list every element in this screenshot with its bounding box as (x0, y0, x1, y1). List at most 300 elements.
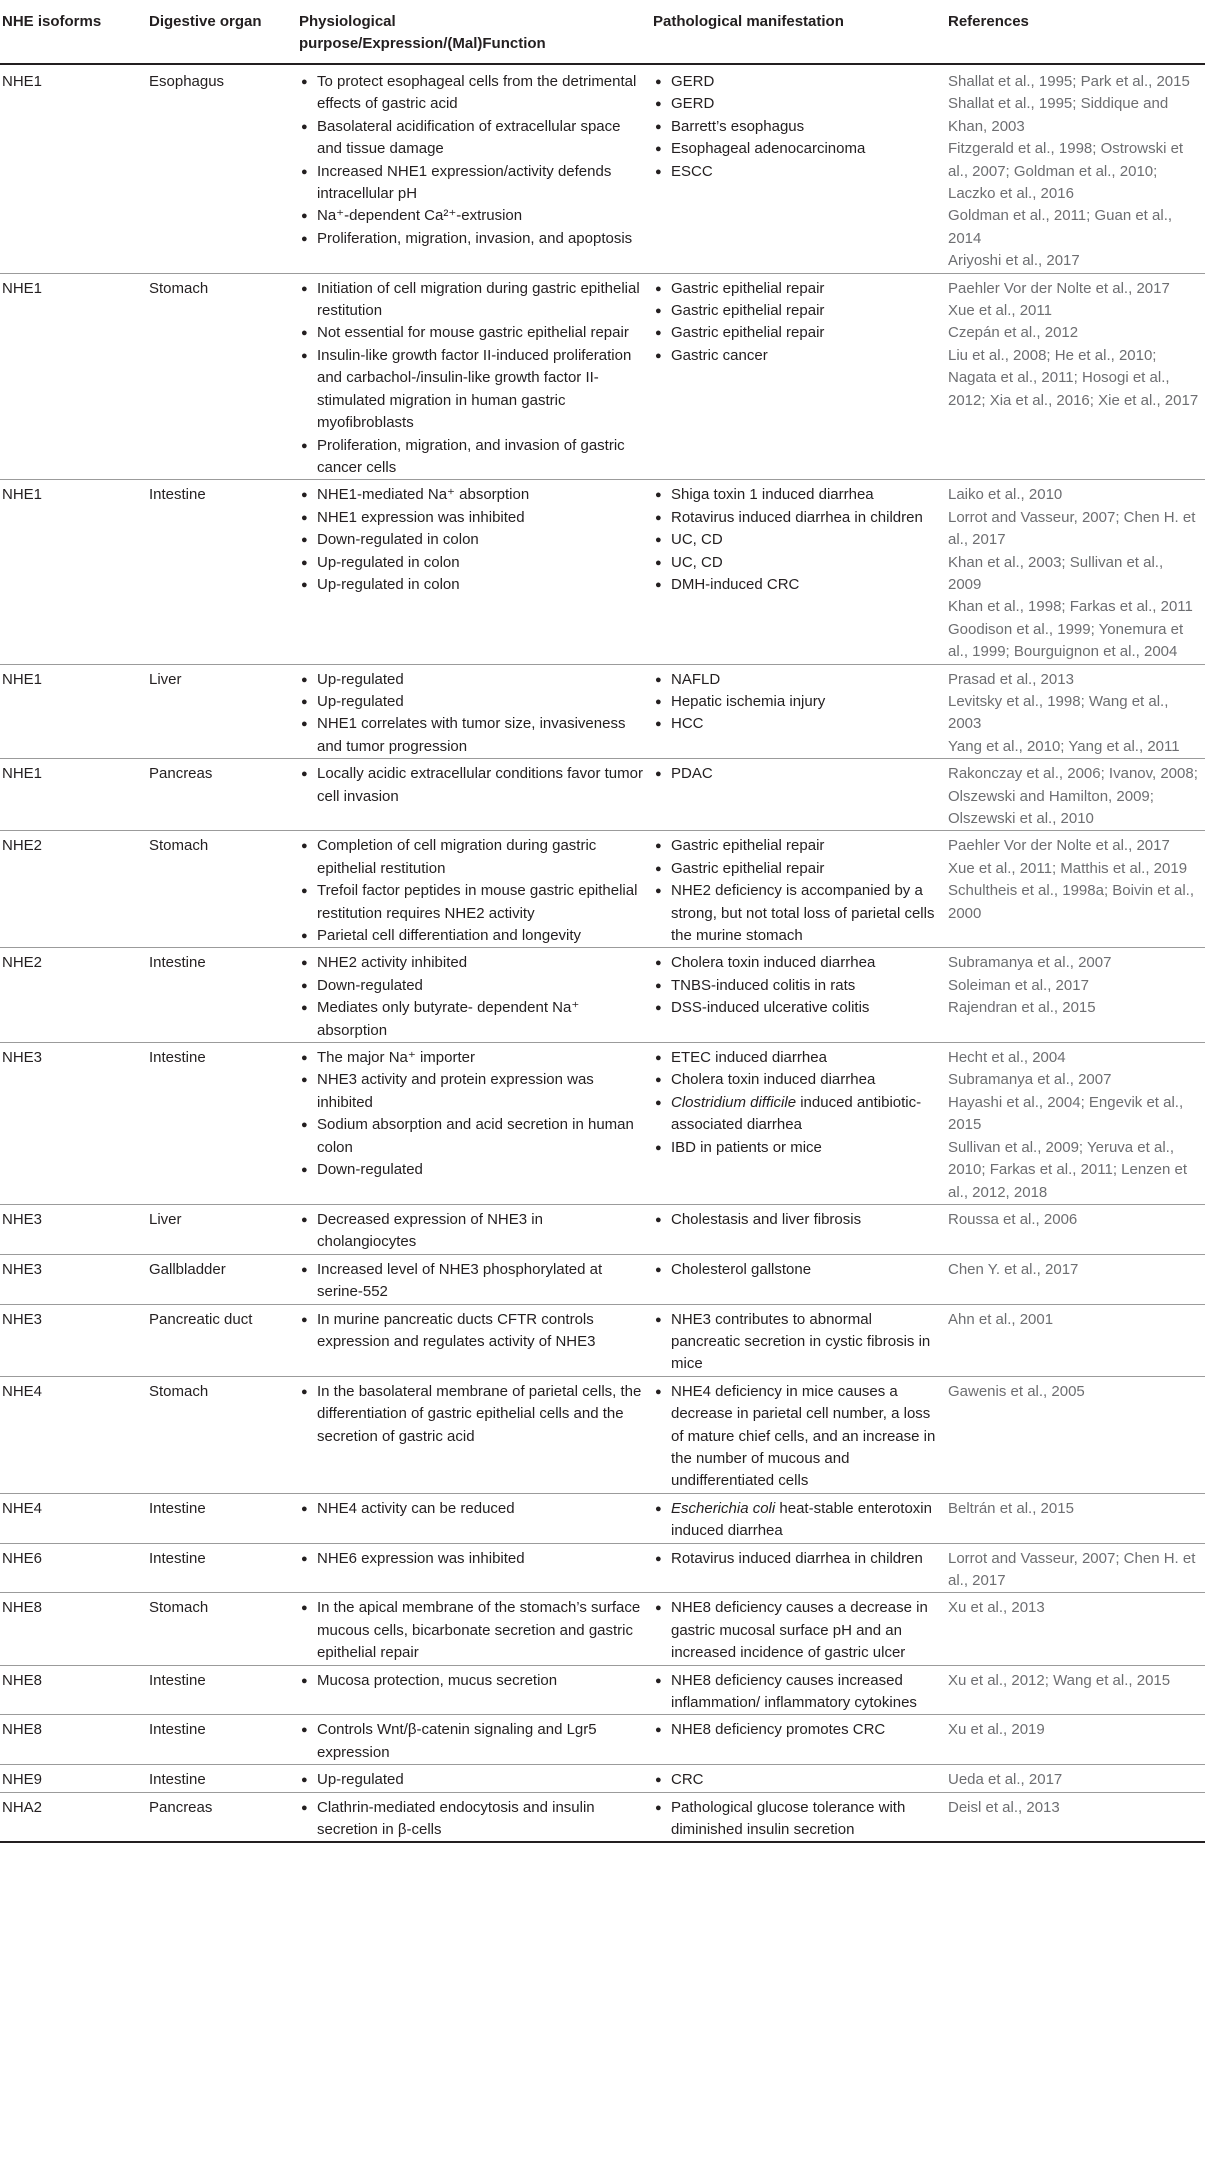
physiological-item (301, 507, 645, 529)
organ-cell: Intestine (147, 1715, 297, 1765)
bullet-icon: ● (655, 282, 662, 295)
organ-cell: Gallbladder (147, 1254, 297, 1304)
isoform-cell: NHE1 (2, 73, 43, 90)
pathological-label: Cholera toxin induced diarrhea (671, 1071, 876, 1089)
bullet-icon: ● (655, 556, 662, 569)
references-cell (945, 480, 1205, 664)
pathological-item (655, 138, 939, 160)
organ-cell: Intestine (147, 948, 297, 1043)
pathological-text (671, 1259, 939, 1281)
bullet-icon: ● (301, 1552, 308, 1565)
physiological-text: NHE6 expression was inhibited (317, 1549, 525, 1567)
bullet-icon: ● (655, 305, 662, 318)
table-row (0, 1665, 1205, 1715)
isoform-cell: NHE3 (0, 1204, 147, 1254)
physiological-text: Up-regulated (317, 670, 404, 688)
references-cell (945, 1765, 1205, 1792)
pathological-text (671, 484, 939, 506)
bullet-icon: ● (655, 695, 662, 708)
bullet-icon: ● (655, 76, 662, 88)
physiological-item (301, 161, 645, 206)
pathological-cell (651, 759, 945, 831)
references-cell (945, 1715, 1205, 1765)
pathological-label: induced antibiotic-associated diarrhea (671, 1093, 922, 1134)
reference-text: Ahn et al., 2001 (948, 1310, 1054, 1328)
physiological-text: In murine pancreatic ducts CFTR controls expression and regulates activity of NHE3 (317, 1310, 596, 1350)
pathological-label: UC, CD (671, 553, 723, 571)
pathological-item (655, 278, 939, 300)
pathological-item (655, 161, 939, 183)
pathological-text (671, 1597, 939, 1664)
bullet-icon: ● (655, 1724, 662, 1737)
physiological-text: Sodium absorption and acid secretion in human colon (317, 1116, 634, 1156)
pathological-label: Gastric epithelial repair (671, 324, 825, 342)
pathological-label: GERD (671, 73, 715, 90)
physiological-text: Down-regulated (317, 1161, 423, 1179)
bullet-icon: ● (655, 1602, 662, 1615)
reference-text: Subramanya et al., 2007 (948, 954, 1112, 972)
isoform-cell: NHE2 (0, 831, 147, 948)
bullet-icon: ● (301, 349, 308, 362)
pathological-item (655, 880, 939, 947)
physiological-text: Down-regulated in colon (317, 531, 479, 549)
pathological-item (655, 952, 939, 974)
physiological-text: In the apical membrane of the stomach’s surface mucous cells, bicarbonate secretion and gastric epithelial repair (317, 1599, 641, 1662)
bullet-icon: ● (655, 1552, 662, 1565)
reference-text: Ueda et al., 2017 (948, 1771, 1063, 1789)
physiological-item (301, 228, 645, 250)
pathological-item (655, 1381, 939, 1493)
pathological-label: Gastric epithelial repair (671, 837, 825, 855)
physiological-item (301, 1670, 645, 1692)
bullet-icon: ● (655, 768, 662, 781)
physiological-item (301, 1047, 645, 1069)
bullet-icon: ● (301, 511, 308, 524)
organ-cell: Intestine (147, 1493, 297, 1543)
pathological-text (671, 669, 939, 691)
organ-cell: Intestine (147, 1665, 297, 1715)
bullet-icon: ● (301, 556, 308, 569)
bullet-icon: ● (655, 1674, 662, 1687)
bullet-icon: ● (655, 1502, 662, 1515)
physiological-cell (297, 1493, 651, 1543)
physiological-text: Completion of cell migration during gastric epithelial restitution (317, 837, 597, 877)
physiological-text: Controls Wnt/β-catenin signaling and Lgr5 expression (317, 1721, 597, 1761)
reference-text: Lorrot and Vasseur, 2007; Chen H. et al., 2017 (948, 508, 1196, 549)
physiological-item (301, 1797, 645, 1842)
isoform-cell: NHE8 (0, 1593, 147, 1665)
bullet-icon: ● (655, 534, 662, 547)
physiological-item (301, 1309, 645, 1354)
pathological-item (655, 1309, 939, 1376)
physiological-cell (297, 1304, 651, 1376)
pathological-item (655, 1092, 939, 1137)
table-row (0, 664, 1205, 759)
bullet-icon: ● (655, 1141, 662, 1154)
reference-text: Beltrán et al., 2015 (948, 1499, 1074, 1517)
bullet-icon: ● (655, 98, 662, 111)
pathological-cell (651, 1792, 945, 1842)
pathological-cell (651, 1204, 945, 1254)
pathological-label: TNBS-induced colitis in rats (671, 976, 856, 994)
organ-cell: Intestine (147, 480, 297, 664)
references-cell (945, 1304, 1205, 1376)
pathological-label: ESCC (671, 162, 713, 180)
bullet-icon: ● (655, 143, 662, 156)
bullet-icon: ● (301, 885, 308, 898)
pathological-text (671, 975, 939, 997)
pathological-item (655, 507, 939, 529)
reference-text: Rakonczay et al., 2006; Ivanov, 2008; Olszewski and Hamilton, 2009; Olszewski et al., 2010 (948, 765, 1198, 827)
pathological-item (655, 835, 939, 857)
pathological-item (655, 322, 939, 344)
pathological-text (671, 1092, 939, 1137)
physiological-item (301, 1719, 645, 1764)
organ-cell: Pancreatic duct (147, 1304, 297, 1376)
physiological-item (301, 1114, 645, 1159)
pathological-item (655, 1069, 939, 1091)
pathological-item (655, 116, 939, 138)
pathogen-name: Escherichia coli (671, 1499, 776, 1517)
bullet-icon: ● (655, 840, 662, 853)
references-cell (945, 1493, 1205, 1543)
bullet-icon: ● (301, 1674, 308, 1687)
bullet-icon: ● (655, 1801, 662, 1814)
pathological-text (671, 71, 939, 93)
isoform-cell: NHE3 (0, 1304, 147, 1376)
pathological-text (671, 952, 939, 974)
bullet-icon: ● (301, 768, 308, 781)
pathological-label: DSS-induced ulcerative colitis (671, 999, 870, 1017)
pathological-item (655, 529, 939, 551)
pathological-text (671, 161, 939, 183)
pathological-text (671, 997, 939, 1019)
pathological-item (655, 997, 939, 1019)
pathological-text (671, 1381, 939, 1493)
pathological-label: Hepatic ischemia injury (671, 692, 826, 710)
physiological-item (301, 435, 645, 480)
pathological-cell (651, 273, 945, 480)
physiological-text: Proliferation, migration, invasion, and apoptosis (317, 229, 633, 247)
bullet-icon: ● (655, 1385, 662, 1398)
pathological-label: Gastric cancer (671, 346, 768, 364)
physiological-item (301, 529, 645, 551)
table-row (0, 1304, 1205, 1376)
reference-text: Deisl et al., 2013 (948, 1798, 1060, 1816)
bullet-icon: ● (655, 120, 662, 133)
bullet-icon: ● (655, 165, 662, 178)
reference-text: Shallat et al., 1995; Park et al., 2015 (948, 73, 1190, 90)
header-physiological: Physiological purpose/Expression/(Mal)Function (297, 0, 651, 64)
physiological-item (301, 1069, 645, 1114)
physiological-cell (297, 1043, 651, 1205)
isoform-cell: NHE1 (0, 664, 147, 759)
references-cell (945, 1254, 1205, 1304)
pathological-item (655, 691, 939, 713)
pathological-item (655, 93, 939, 115)
physiological-text: Mucosa protection, mucus secretion (317, 1671, 558, 1689)
pathological-item (655, 975, 939, 997)
table-row (0, 1715, 1205, 1765)
pathological-text (671, 1719, 939, 1741)
pathological-text (671, 1137, 939, 1159)
physiological-text: The major Na⁺ importer (317, 1049, 475, 1067)
physiological-text: Increased level of NHE3 phosphorylated at serine-552 (317, 1260, 603, 1301)
pathological-text (671, 1498, 939, 1543)
organ-cell: Liver (147, 1204, 297, 1254)
bullet-icon: ● (301, 1313, 308, 1326)
bullet-icon: ● (301, 1724, 308, 1737)
pathological-label: NHE8 deficiency causes a decrease in gastric mucosal surface pH and an increased incidence of gastric ulcer (671, 1599, 928, 1662)
pathological-item (655, 300, 939, 322)
isoform-cell: NHE1 (0, 480, 147, 664)
reference-text: Hecht et al., 2004 (948, 1049, 1066, 1067)
bullet-icon: ● (655, 862, 662, 875)
pathological-cell (651, 1493, 945, 1543)
bullet-icon: ● (301, 76, 308, 88)
header-isoform: NHE isoforms (0, 0, 147, 64)
pathological-item (655, 713, 939, 735)
pathological-label: DMH-induced CRC (671, 575, 800, 593)
table-body (0, 64, 1205, 1842)
header-references: References (945, 0, 1205, 64)
physiological-cell (297, 831, 651, 948)
reference-text: Xue et al., 2011 (948, 302, 1052, 320)
pathological-label: heat-stable enterotoxin induced diarrhea (671, 1499, 932, 1540)
physiological-cell (297, 759, 651, 831)
reference-text: Soleiman et al., 2017 (948, 976, 1089, 994)
physiological-item (301, 1159, 645, 1181)
table-row (0, 273, 1205, 480)
isoform-cell: NHE8 (0, 1665, 147, 1715)
pathological-label: Rotavirus induced diarrhea in children (671, 508, 923, 526)
table-row (0, 759, 1205, 831)
pathological-label: Cholera toxin induced diarrhea (671, 954, 876, 972)
physiological-item (301, 574, 645, 596)
references-cell (945, 273, 1205, 480)
organ-cell: Stomach (147, 831, 297, 948)
bullet-icon: ● (301, 1213, 308, 1226)
bullet-icon: ● (301, 718, 308, 731)
table-row (0, 948, 1205, 1043)
physiological-item (301, 1597, 645, 1664)
pathological-text (671, 858, 939, 880)
references-cell (945, 664, 1205, 759)
pathological-label: Cholestasis and liver fibrosis (671, 1210, 862, 1228)
reference-text: Khan et al., 1998; Farkas et al., 2011 (948, 598, 1193, 616)
table-row (0, 480, 1205, 664)
physiological-item (301, 952, 645, 974)
bullet-icon: ● (301, 695, 308, 708)
table-row (0, 1043, 1205, 1205)
physiological-text: To protect esophageal cells from the detrimental effects of gastric acid (317, 73, 637, 113)
bullet-icon: ● (655, 327, 662, 340)
bullet-icon: ● (301, 327, 308, 340)
pathological-label: Shiga toxin 1 induced diarrhea (671, 486, 874, 504)
table-row (0, 64, 1205, 273)
pathological-item (655, 552, 939, 574)
reference-text: Liu et al., 2008; He et al., 2010; Nagata et al., 2011; Hosogi et al., 2012; Xia et al., 2016; Xie et al., 2017 (948, 346, 1199, 409)
organ-cell: Esophagus (149, 73, 225, 90)
reference-text: Czepán et al., 2012 (948, 324, 1079, 342)
reference-text: Xu et al., 2012; Wang et al., 2015 (948, 1671, 1171, 1689)
reference-text: Prasad et al., 2013 (948, 670, 1074, 688)
physiological-item (301, 71, 645, 116)
physiological-cell (297, 1543, 651, 1593)
isoform-cell: NHE1 (0, 273, 147, 480)
pathological-cell (651, 948, 945, 1043)
reference-text: Ariyoshi et al., 2017 (948, 252, 1080, 270)
reference-text: Paehler Vor der Nolte et al., 2017 (948, 837, 1170, 855)
physiological-cell (297, 1665, 651, 1715)
physiological-text: Locally acidic extracellular conditions favor tumor cell invasion (317, 765, 643, 805)
bullet-icon: ● (301, 165, 308, 178)
physiological-item (301, 205, 645, 227)
table-row (0, 1254, 1205, 1304)
pathological-label: PDAC (671, 765, 713, 783)
pathological-label: GERD (671, 95, 715, 113)
table-header (0, 0, 1205, 64)
bullet-icon: ● (655, 1052, 662, 1065)
pathological-cell (651, 664, 945, 759)
physiological-item (301, 669, 645, 691)
pathological-label: Gastric epithelial repair (671, 859, 825, 877)
header-organ: Digestive organ (147, 0, 297, 64)
isoform-cell: NHE8 (0, 1715, 147, 1765)
physiological-cell (297, 1254, 651, 1304)
pathological-label: Esophageal adenocarcinoma (671, 140, 866, 158)
header-pathological: Pathological manifestation (651, 0, 945, 64)
physiological-item (301, 713, 645, 758)
pathological-item (655, 1137, 939, 1159)
references-cell (945, 1376, 1205, 1493)
reference-text: Roussa et al., 2006 (948, 1210, 1078, 1228)
references-cell (945, 64, 1205, 273)
physiological-text: NHE2 activity inhibited (317, 954, 468, 972)
pathological-label: Cholesterol gallstone (671, 1260, 812, 1278)
pathological-cell (651, 1543, 945, 1593)
pathological-text (671, 1670, 939, 1715)
physiological-item (301, 1381, 645, 1448)
physiological-text: Up-regulated (317, 692, 404, 710)
physiological-cell (297, 1204, 651, 1254)
pathological-label: Gastric epithelial repair (671, 279, 825, 297)
pathological-cell (651, 480, 945, 664)
reference-text: Yang et al., 2010; Yang et al., 2011 (948, 737, 1180, 755)
pathological-label: Barrett’s esophagus (671, 117, 805, 135)
references-cell (945, 1665, 1205, 1715)
bullet-icon: ● (655, 957, 662, 970)
reference-text: Chen Y. et al., 2017 (948, 1260, 1079, 1278)
table-row (0, 1593, 1205, 1665)
isoform-cell: NHE9 (0, 1765, 147, 1792)
physiological-item (301, 835, 645, 880)
physiological-item (301, 1209, 645, 1254)
bullet-icon: ● (301, 840, 308, 853)
bullet-icon: ● (655, 349, 662, 362)
physiological-text: NHE4 activity can be reduced (317, 1499, 515, 1517)
table-row (0, 1543, 1205, 1593)
reference-text: Gawenis et al., 2005 (948, 1382, 1085, 1400)
pathological-text (671, 1209, 939, 1231)
reference-text: Goodison et al., 1999; Yonemura et al., 1999; Bourguignon et al., 2004 (948, 620, 1184, 661)
bullet-icon: ● (655, 1263, 662, 1276)
physiological-cell (297, 1765, 651, 1792)
bullet-icon: ● (655, 885, 662, 898)
bullet-icon: ● (301, 1002, 308, 1015)
references-cell (945, 831, 1205, 948)
pathological-text (671, 1797, 939, 1842)
isoform-cell: NHE2 (0, 948, 147, 1043)
bullet-icon: ● (301, 957, 308, 970)
pathological-item (655, 1498, 939, 1543)
bullet-icon: ● (301, 1263, 308, 1276)
physiological-item (301, 1769, 645, 1791)
reference-text: Xue et al., 2011; Matthis et al., 2019 (948, 859, 1188, 877)
isoform-cell: NHE4 (0, 1376, 147, 1493)
physiological-cell (297, 1593, 651, 1665)
physiological-item (301, 278, 645, 323)
pathological-text (671, 763, 939, 785)
physiological-item (301, 552, 645, 574)
physiological-cell (297, 1715, 651, 1765)
isoform-cell: NHE3 (0, 1254, 147, 1304)
table-row (0, 1204, 1205, 1254)
physiological-item (301, 925, 645, 947)
organ-cell: Intestine (147, 1765, 297, 1792)
isoform-cell: NHE3 (0, 1043, 147, 1205)
references-cell (945, 1543, 1205, 1593)
pathological-text (671, 552, 939, 574)
bullet-icon: ● (301, 1385, 308, 1398)
organ-cell: Stomach (147, 1593, 297, 1665)
pathological-text (671, 138, 939, 160)
pathological-item (655, 1797, 939, 1842)
bullet-icon: ● (301, 1774, 308, 1787)
pathological-label: ETEC induced diarrhea (671, 1049, 827, 1067)
table-row (0, 1493, 1205, 1543)
physiological-text: Down-regulated (317, 976, 423, 994)
physiological-cell (297, 64, 651, 273)
pathological-cell (651, 1765, 945, 1792)
physiological-text: Decreased expression of NHE3 in cholangiocytes (317, 1210, 543, 1251)
pathological-cell (651, 64, 945, 273)
bullet-icon: ● (655, 1074, 662, 1087)
pathological-cell (651, 1376, 945, 1493)
physiological-text: NHE3 activity and protein expression was inhibited (317, 1071, 594, 1111)
physiological-text: Proliferation, migration, and invasion of gastric cancer cells (317, 436, 625, 476)
physiological-text: Na⁺-dependent Ca²⁺-extrusion (317, 207, 523, 225)
physiological-text: Increased NHE1 expression/activity defends intracellular pH (317, 162, 612, 203)
physiological-text: Clathrin-mediated endocytosis and insulin secretion in β-cells (317, 1798, 595, 1839)
physiological-text: Parietal cell differentiation and longevity (317, 927, 582, 945)
physiological-cell (297, 948, 651, 1043)
physiological-text: NHE1 correlates with tumor size, invasiveness and tumor progression (317, 715, 626, 755)
pathological-label: NHE2 deficiency is accompanied by a strong, but not total loss of parietal cells the murine stomach (671, 882, 935, 945)
physiological-text: Initiation of cell migration during gastric epithelial restitution (317, 279, 640, 320)
pathological-text (671, 507, 939, 529)
pathological-label: NHE8 deficiency causes increased inflammation/ inflammatory cytokines (671, 1671, 917, 1712)
bullet-icon: ● (301, 120, 308, 133)
physiological-text: Mediates only butyrate- dependent Na⁺ absorption (317, 999, 580, 1039)
header-row (0, 0, 1205, 64)
organ-cell: Pancreas (147, 759, 297, 831)
physiological-item (301, 116, 645, 161)
pathological-item (655, 484, 939, 506)
physiological-item (301, 763, 645, 808)
physiological-cell (297, 480, 651, 664)
pathogen-name: Clostridium difficile (671, 1093, 797, 1111)
